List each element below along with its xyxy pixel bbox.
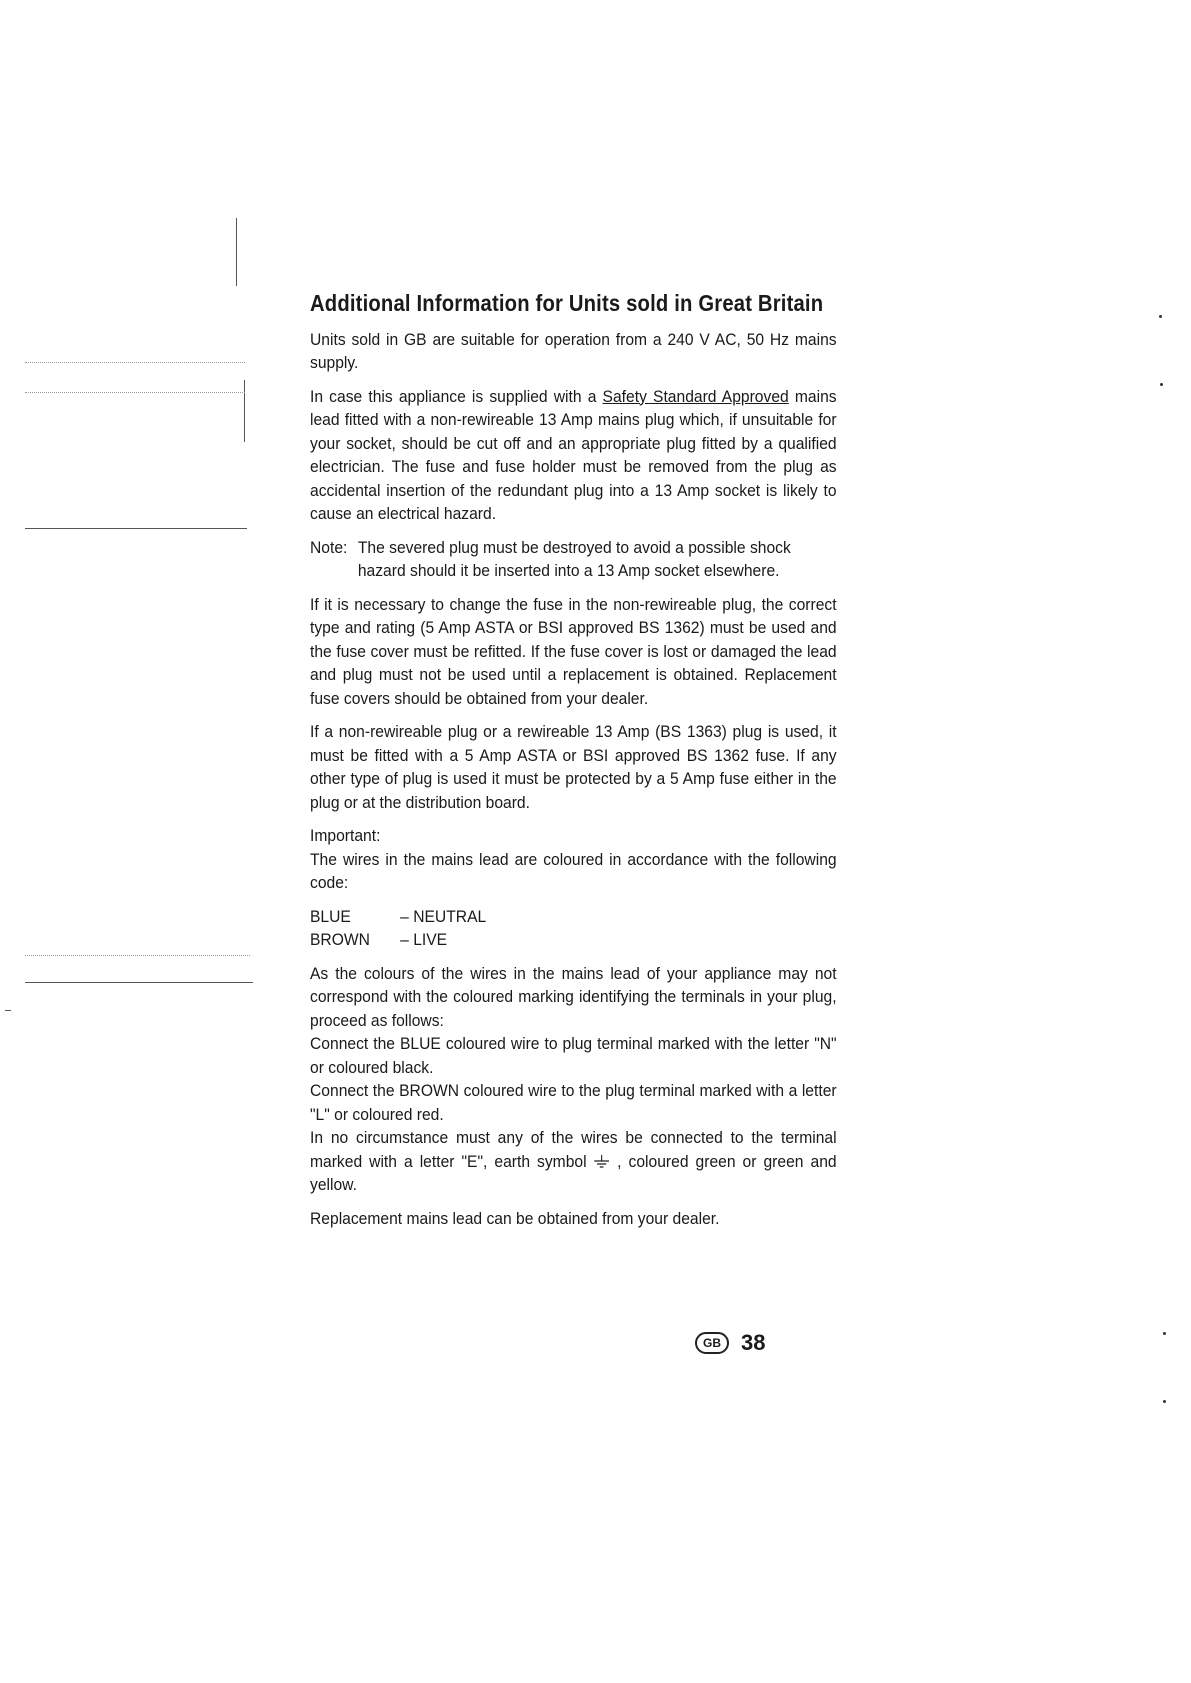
paragraph: If it is necessary to change the fuse in the non-rewireable plug, the correct type and rating (5 Amp ASTA or BSI approved BS 1362) must be used and the fuse cover must be refitted. If the fuse cover is lost or damaged the lead and plug must not be used until a replacement is obtained. Replacement fuse covers should be obtained from your dealer.	[310, 594, 837, 708]
important-block	[310, 824, 840, 895]
scan-mark	[244, 380, 245, 442]
wire-code-row	[310, 905, 798, 929]
scan-mark	[25, 982, 253, 983]
instructions-block	[310, 962, 840, 1197]
wire-meaning: – LIVE	[400, 930, 448, 949]
paragraph: The wires in the mains lead are coloured in accordance with the following code:	[310, 849, 837, 892]
paragraph: If a non-rewireable plug or a rewireable 13 Amp (BS 1363) plug is used, it must be fitted with a 5 Amp ASTA or BSI approved BS 1362 fuse. If any other type of plug is used it must be protected by a 5 Amp fuse either in the plug or at the distribution board.	[310, 722, 837, 812]
scan-mark	[1160, 383, 1163, 386]
wire-color: BLUE	[310, 906, 351, 926]
text: In no circumstance must any of the wires be connected to the terminal marked with a letter "E", earth symbol	[310, 1128, 837, 1171]
text: , coloured green or green and yellow.	[310, 1151, 837, 1194]
note-label: Note:	[310, 537, 348, 557]
scan-mark	[25, 955, 250, 956]
paragraph: As the colours of the wires in the mains lead of your appliance may not correspond with the coloured marking identifying the terminals in your plug, proceed as follows:	[310, 963, 837, 1030]
paragraph	[310, 1126, 837, 1197]
underlined-term: Safety Standard Approved	[602, 386, 789, 406]
page-number: 38	[741, 1330, 766, 1355]
text: In case this appliance is supplied with a	[310, 386, 603, 406]
scan-mark	[236, 218, 237, 286]
paragraph: Replacement mains lead can be obtained from your dealer.	[310, 1208, 720, 1228]
text: mains lead fitted with a non-rewireable 13 Amp mains plug which, if unsuitable for your socket, should be cut off and an appropriate plug fitted by a qualified electrician. The fuse and fuse holder must be removed from the plug as accidental insertion of the redundant plug into a 13 Amp socket is likely to cause an electrical hazard.	[310, 386, 837, 523]
note-text: The severed plug must be destroyed to avoid a possible shock hazard should it be inserted into a 13 Amp socket elsewhere.	[357, 537, 791, 580]
wire-code-row	[310, 928, 798, 952]
scan-mark	[25, 392, 245, 393]
scan-mark	[1163, 1400, 1166, 1403]
wire-code-list	[310, 905, 798, 952]
important-label: Important:	[310, 826, 381, 845]
paragraph: Connect the BLUE coloured wire to plug terminal marked with the letter "N" or coloured black.	[310, 1034, 837, 1077]
paragraph	[310, 385, 837, 526]
earth-symbol-icon	[594, 1155, 611, 1169]
wire-meaning: – NEUTRAL	[400, 906, 487, 926]
scan-mark	[1159, 315, 1162, 318]
scan-mark	[1163, 1332, 1166, 1335]
scan-mark	[25, 528, 247, 529]
wire-color: BROWN	[310, 930, 370, 949]
scan-mark	[5, 1010, 11, 1011]
scan-mark	[25, 362, 245, 363]
paragraph: Connect the BROWN coloured wire to the plug terminal marked with a letter "L" or coloured red.	[310, 1081, 837, 1124]
page-title: Additional Information for Units sold in Great Britain	[310, 290, 824, 316]
page-footer	[695, 1330, 765, 1356]
main-content	[310, 292, 840, 1240]
country-badge: GB	[695, 1332, 729, 1354]
note-block	[310, 536, 837, 583]
paragraph: Units sold in GB are suitable for operation from a 240 V AC, 50 Hz mains supply.	[310, 329, 837, 372]
